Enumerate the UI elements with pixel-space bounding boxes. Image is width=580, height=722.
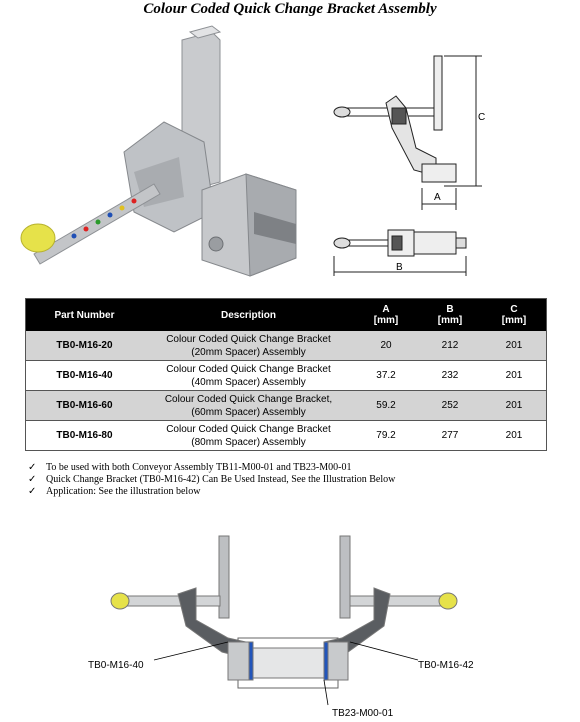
notes-list <box>28 462 395 498</box>
table-row: TB0-M16-20 Colour Coded Quick Change Bracket (20mm Spacer) Assembly 20 212 201 <box>26 331 547 361</box>
col-b: B [mm] <box>418 299 482 332</box>
label-conveyor: TB23-M00-01 <box>332 708 394 719</box>
label-left-bracket: TB0-M16-40 <box>88 660 144 671</box>
col-c: C [mm] <box>482 299 547 332</box>
table-row: TB0-M16-80 Colour Coded Quick Change Bracket (80mm Spacer) Assembly 79.2 277 201 <box>26 421 547 451</box>
table-row: TB0-M16-40 Colour Coded Quick Change Bracket (40mm Spacer) Assembly 37.2 232 201 <box>26 361 547 391</box>
table-row: TB0-M16-60 Colour Coded Quick Change Bracket, (60mm Spacer) Assembly 59.2 252 201 <box>26 391 547 421</box>
application-illustration <box>78 530 518 720</box>
note-item: ✓ Application: See the illustration below <box>28 486 201 497</box>
col-a: A [mm] <box>354 299 418 332</box>
product-photo <box>14 22 314 290</box>
col-description: Description <box>143 299 354 332</box>
note-item: ✓ Quick Change Bracket (TB0-M16-42) Can Be Used Instead, See the Illustration Below <box>28 474 396 485</box>
dimension-drawing <box>326 48 566 288</box>
spec-table <box>25 298 547 451</box>
check-icon: ✓ <box>28 486 37 497</box>
col-part-number: Part Number <box>26 299 143 332</box>
check-icon: ✓ <box>28 474 37 485</box>
note-item: ✓ To be used with both Conveyor Assembly TB11-M00-01 and TB23-M00-01 <box>28 462 352 473</box>
dim-a-label: A <box>434 192 441 203</box>
dim-b-label: B <box>396 262 403 273</box>
table-header-row <box>26 299 547 332</box>
check-icon: ✓ <box>28 462 37 473</box>
dim-c-label: C <box>478 112 486 123</box>
label-right-bracket: TB0-M16-42 <box>418 660 474 671</box>
page-title: Colour Coded Quick Change Bracket Assembly <box>143 1 437 17</box>
